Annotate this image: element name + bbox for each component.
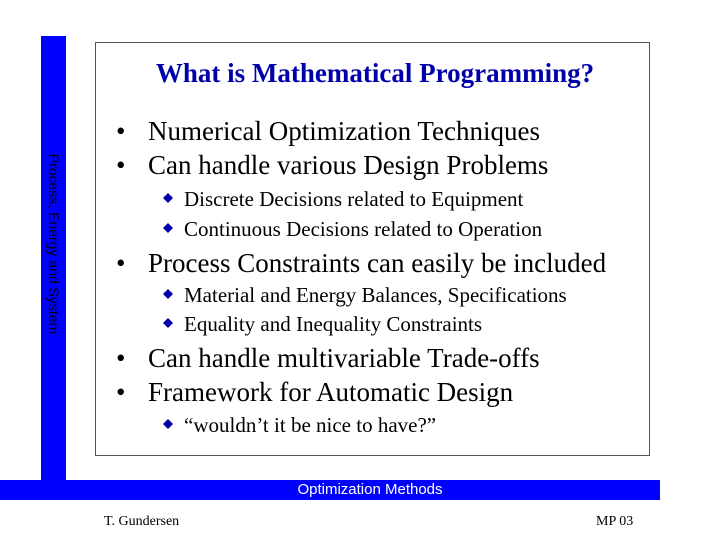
sub-bullet-text: Material and Energy Balances, Specifications <box>184 283 567 307</box>
bullet-dot-icon: • <box>116 116 126 146</box>
diamond-bullet-icon <box>163 289 173 299</box>
bullet-text: Numerical Optimization Techniques <box>148 116 541 146</box>
sub-bullet-text: “wouldn’t it be nice to have?” <box>184 413 437 437</box>
bullet-text: Can handle multivariable Trade-offs <box>148 343 540 373</box>
slide-title: What is Mathematical Programming? <box>155 58 595 88</box>
bullet-text: Process Constraints can easily be included <box>148 248 607 278</box>
sub-bullet-text: Continuous Decisions related to Operation <box>184 217 543 241</box>
sub-bullet-text: Equality and Inequality Constraints <box>184 312 483 336</box>
bullet-text: Framework for Automatic Design <box>148 377 514 407</box>
bullet-dot-icon: • <box>116 377 126 407</box>
bullet-dot-icon: • <box>116 343 126 373</box>
footer-author: T. Gundersen <box>104 514 180 529</box>
diamond-bullet-icon <box>163 223 173 233</box>
footer-slide-number: MP 03 <box>596 514 634 529</box>
footer-title: Optimization Methods <box>293 480 446 500</box>
bullet-dot-icon: • <box>116 248 126 278</box>
sub-bullet-text: Discrete Decisions related to Equipment <box>184 187 524 211</box>
bullet-text: Can handle various Design Problems <box>148 150 549 180</box>
sidebar-label-text: Process, Energy and System <box>45 153 62 335</box>
footer-center <box>0 480 720 500</box>
bullet-dot-icon: • <box>116 150 126 180</box>
diamond-bullet-icon <box>163 318 173 328</box>
diamond-bullet-icon <box>163 193 173 203</box>
diamond-bullet-icon <box>163 419 173 429</box>
sidebar-label <box>41 136 66 352</box>
